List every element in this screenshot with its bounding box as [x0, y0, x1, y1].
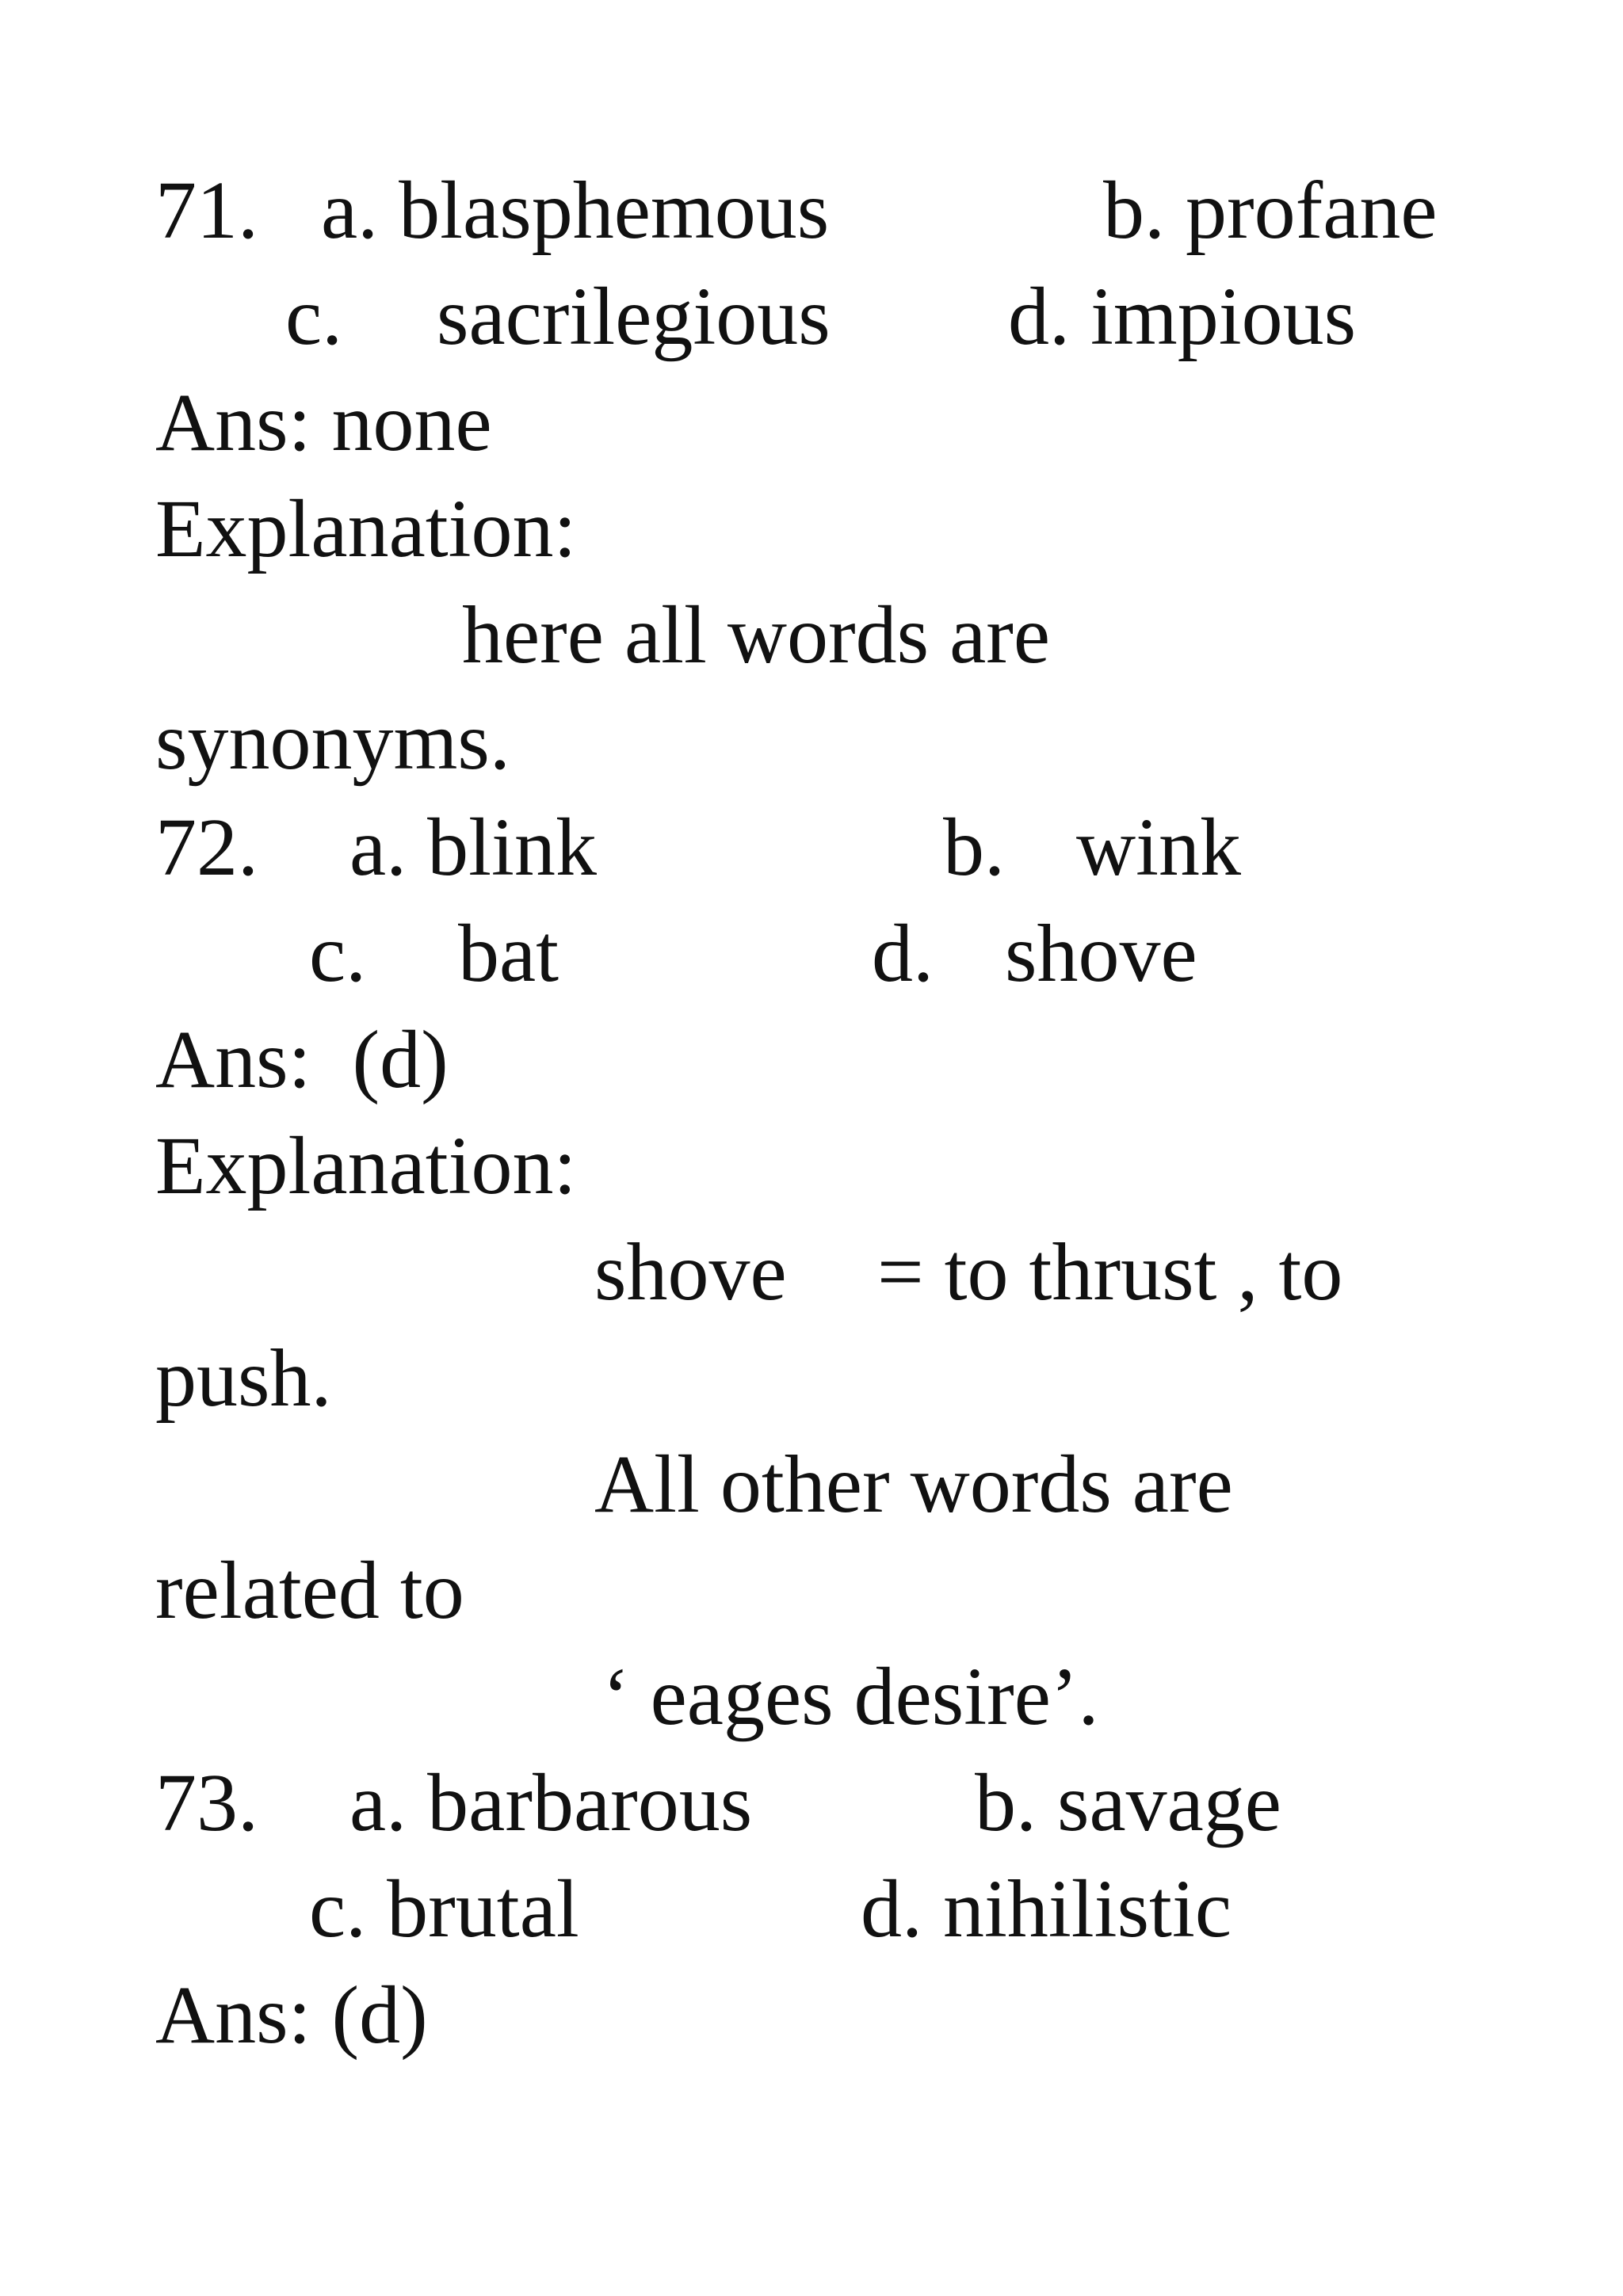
q72-answer: Ans: (d)	[155, 1014, 449, 1105]
q71-option-a: a. blasphemous	[321, 165, 830, 256]
q72-option-c-letter: c.	[309, 908, 367, 999]
q72-option-c: bat	[458, 908, 559, 999]
q72-explanation-label: Explanation:	[155, 1120, 577, 1211]
q72-explanation-line3: related to	[155, 1545, 464, 1636]
q73-option-a: a. barbarous	[349, 1757, 753, 1848]
q72-option-d: shove	[1005, 908, 1197, 999]
q71-explanation-label: Explanation:	[155, 483, 577, 574]
q72-explanation-definition-cont: push.	[155, 1333, 332, 1424]
q72-number: 72.	[155, 802, 258, 893]
q71-explanation-line1: here all words are	[462, 589, 1051, 681]
q71-option-d: d. impious	[1008, 271, 1357, 362]
q73-option-b: b. savage	[975, 1757, 1281, 1848]
q72-option-b-letter: b.	[943, 802, 1005, 893]
q71-explanation-line2: synonyms.	[155, 696, 510, 787]
q71-option-b: b. profane	[1103, 165, 1438, 256]
q73-option-c: c. brutal	[309, 1863, 579, 1955]
q72-explanation-word: shove	[594, 1226, 787, 1318]
q72-option-b: wink	[1076, 802, 1241, 893]
q71-answer: Ans: none	[155, 377, 492, 468]
q71-number: 71.	[155, 165, 258, 256]
q72-explanation-line4: ‘ eages desire’.	[602, 1651, 1099, 1742]
q72-explanation-line2: All other words are	[594, 1439, 1233, 1530]
q72-explanation-definition: = to thrust , to	[877, 1226, 1343, 1318]
q73-number: 73.	[155, 1757, 258, 1848]
q72-option-d-letter: d.	[872, 908, 934, 999]
q71-option-c: sacrilegious	[437, 271, 831, 362]
q73-option-d: d. nihilistic	[861, 1863, 1232, 1955]
q72-option-a: a. blink	[349, 802, 597, 893]
q71-option-c-letter: c.	[285, 271, 343, 362]
q73-answer: Ans: (d)	[155, 1970, 428, 2061]
